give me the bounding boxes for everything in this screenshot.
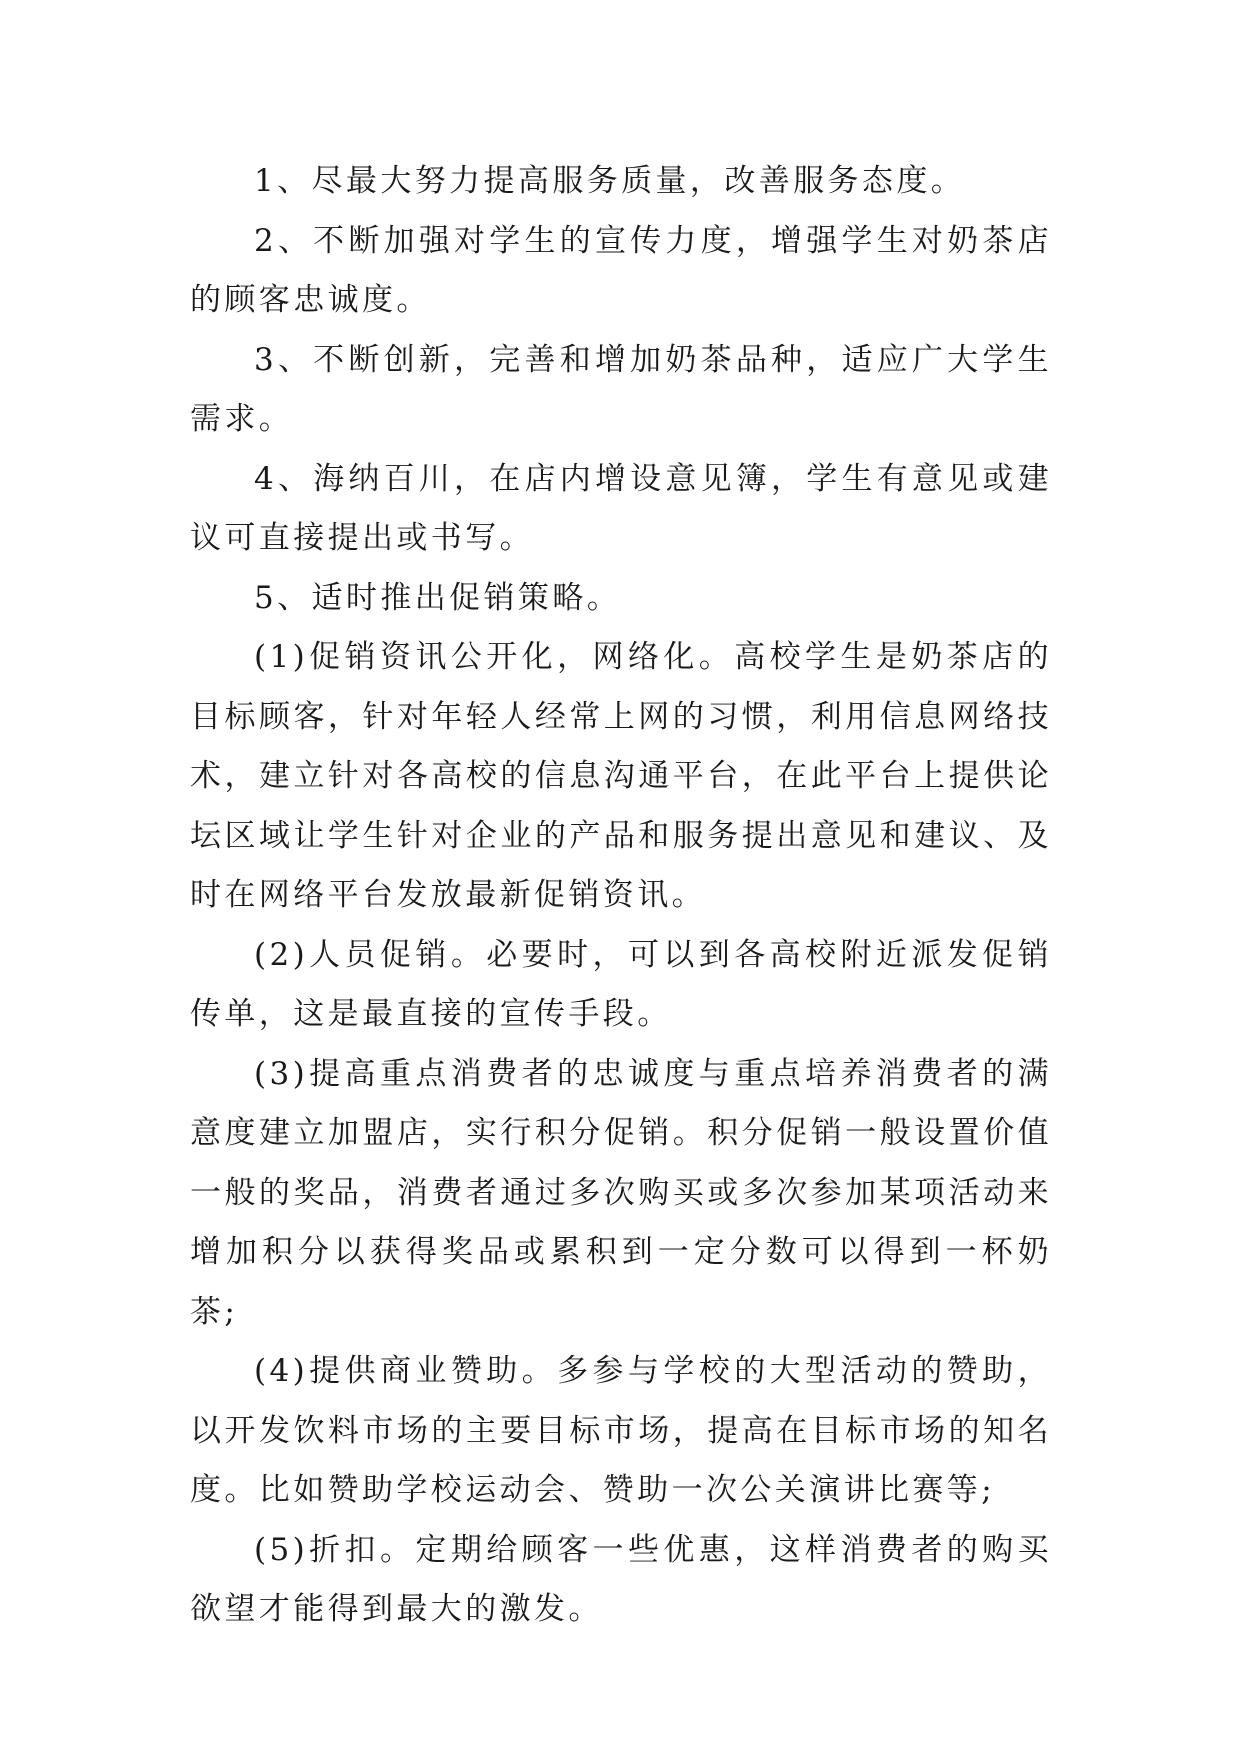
- paragraph-5-5: (5)折扣。定期给顾客一些优惠，这样消费者的购买欲望才能得到最大的激发。: [190, 1531, 1052, 1627]
- paragraph-2: 2、不断加强对学生的宣传力度，增强学生对奶茶店的顾客忠诚度。: [190, 222, 1052, 318]
- document-body: [190, 152, 1052, 1640]
- paragraph-5-2: (2)人员促销。必要时，可以到各高校附近派发促销传单，这是最直接的宣传手段。: [190, 936, 1052, 1032]
- paragraph-5: 5、适时推出促销策略。: [254, 579, 622, 616]
- paragraph-5-3: (3)提高重点消费者的忠诚度与重点培养消费者的满意度建立加盟店，实行积分促销。积分促销一般设置价值一般的奖品，消费者通过多次购买或多次参加某项活动来增加积分以获得奖品或累积到一定分数可以得到一杯奶茶;: [190, 1055, 1052, 1330]
- paragraph-1: 1、尽最大努力提高服务质量，改善服务态度。: [254, 163, 966, 199]
- paragraph-5-4: (4)提供商业赞助。多参与学校的大型活动的赞助，以开发饮料市场的主要目标市场，提高在目标市场的知名度。比如赞助学校运动会、赞助一次公关演讲比赛等;: [190, 1353, 1052, 1508]
- paragraph-4: 4、海纳百川，在店内增设意见簿，学生有意见或建议可直接提出或书写。: [190, 460, 1052, 556]
- paragraph-3: 3、不断创新，完善和增加奶茶品种，适应广大学生需求。: [190, 341, 1052, 437]
- paragraph-5-1: (1)促销资讯公开化，网络化。高校学生是奶茶店的目标顾客，针对年轻人经常上网的习惯，利用信息网络技术，建立针对各高校的信息沟通平台，在此平台上提供论坛区域让学生针对企业的产品和服务提出意见和建议、及时在网络平台发放最新促销资讯。: [190, 639, 1052, 913]
